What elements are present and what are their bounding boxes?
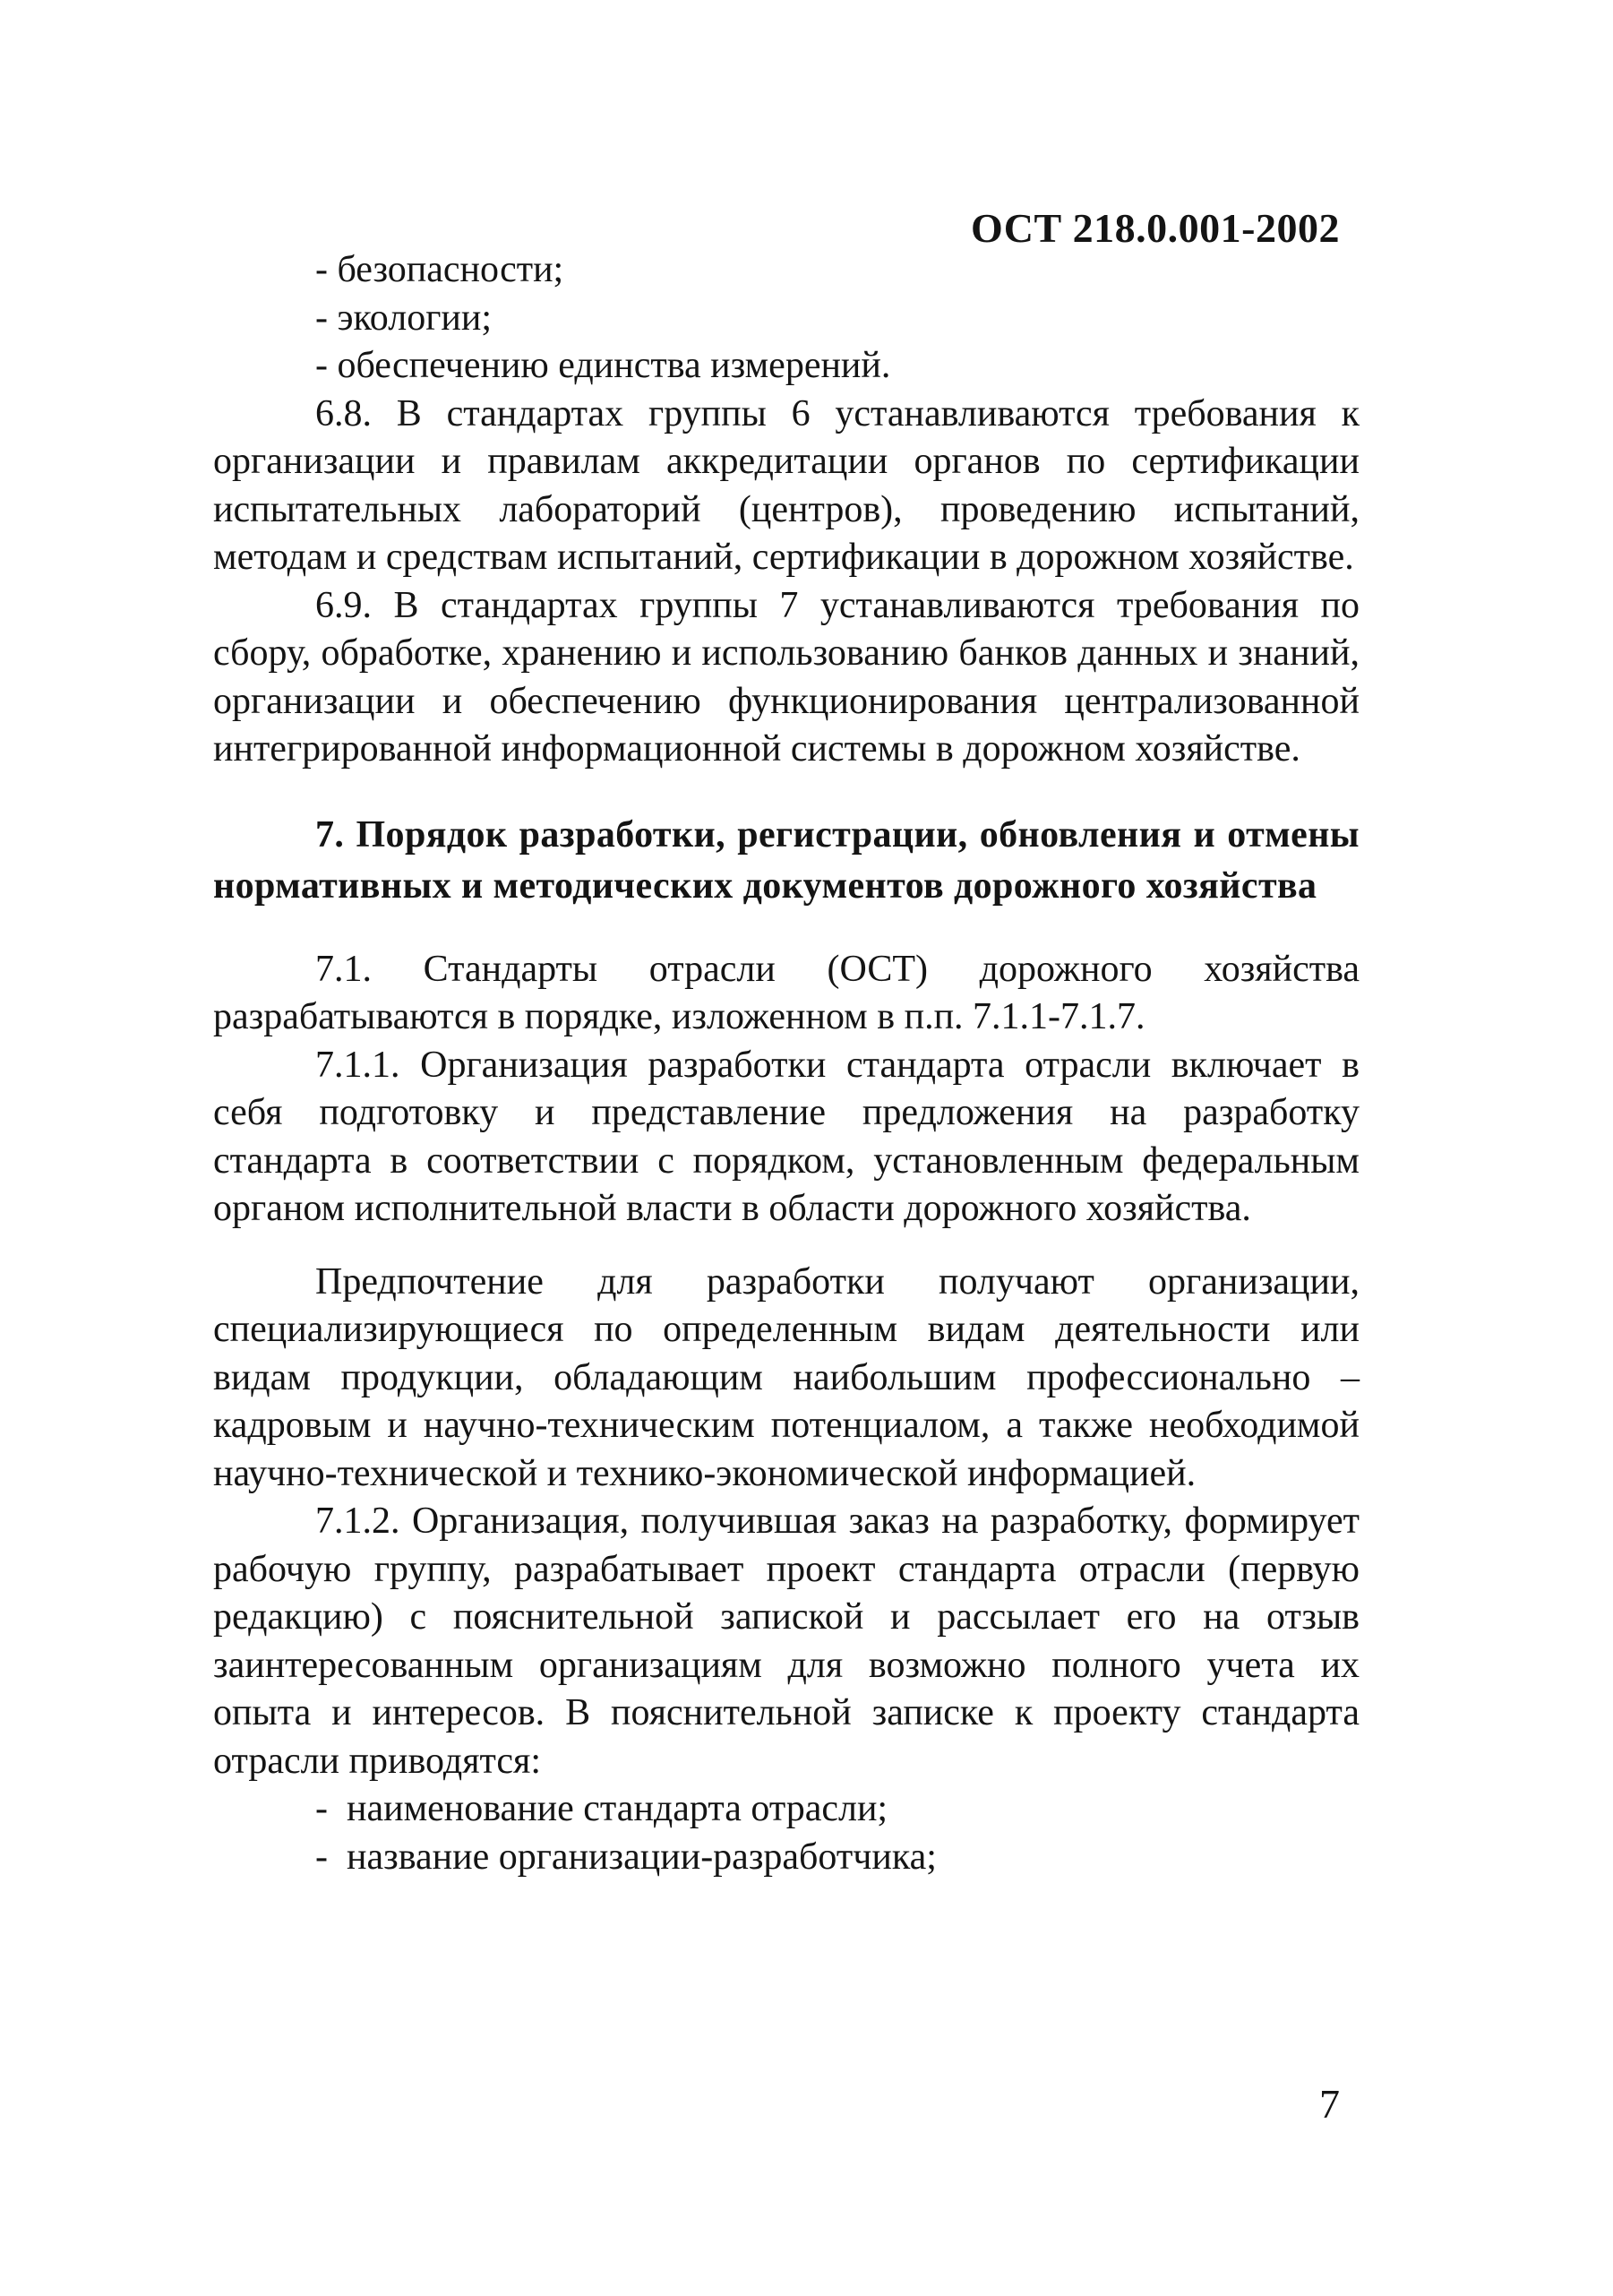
bullet-item: - наименование стандарта отрасли; <box>315 1788 888 1829</box>
paragraph-6-8: 6.8. В стандартах группы 6 устанавливаются требования к организации и правилам аккредитации органов по сертификации испытательных лабораторий (центров), проведению испытаний, методам и средствам испытаний, сертификации в дорожном хозяйстве. <box>213 392 1360 578</box>
section-heading: 7. Порядок разработки, регистрации, обновления и отмены нормативных и методических документов дорожного хозяйства <box>213 813 1360 907</box>
document-code: ОСТ 218.0.001-2002 <box>970 205 1340 251</box>
paragraph-preference: Предпочтение для разработки получают организации, специализирующиеся по определенным видам деятельности или видам продукции, обладающим наибольшим профессионально – кадровым и научно-техническим потенциалом, а также необходимой научно-технической и технико-экономической информацией. <box>213 1260 1360 1494</box>
bullet-item: - обеспечению единства измерений. <box>315 345 891 386</box>
bullet-item: - экологии; <box>315 297 493 339</box>
paragraph-7-1-1: 7.1.1. Организация разработки стандарта отрасли включает в себя подготовку и представление предложения на разработку стандарта в соответствии с порядком, установленным федеральным органом исполнительной власти в области дорожного хозяйства. <box>213 1044 1360 1229</box>
bullet-item: - безопасности; <box>315 249 564 290</box>
document-body <box>213 246 1360 1881</box>
paragraph-7-1: 7.1. Стандарты отрасли (ОСТ) дорожного хозяйства разрабатываются в порядке, изложенном в п.п. 7.1.1-7.1.7. <box>213 948 1360 1037</box>
bullet-item: - название организации-разработчика; <box>315 1836 937 1878</box>
page-number: 7 <box>1319 2081 1340 2127</box>
paragraph-6-9: 6.9. В стандартах группы 7 устанавливаются требования по сбору, обработке, хранению и использованию банков данных и знаний, организации и обеспечению функционирования централизованной интегрированной информационной системы в дорожном хозяйстве. <box>213 584 1360 770</box>
paragraph-7-1-2: 7.1.2. Организация, получившая заказ на разработку, формирует рабочую группу, разрабатывает проект стандарта отрасли (первую редакцию) с пояснительной запиской и рассылает его на отзыв заинтересованным организациям для возможно полного учета их опыта и интересов. В пояснительной записке к проекту стандарта отрасли приводятся: <box>213 1501 1360 1782</box>
